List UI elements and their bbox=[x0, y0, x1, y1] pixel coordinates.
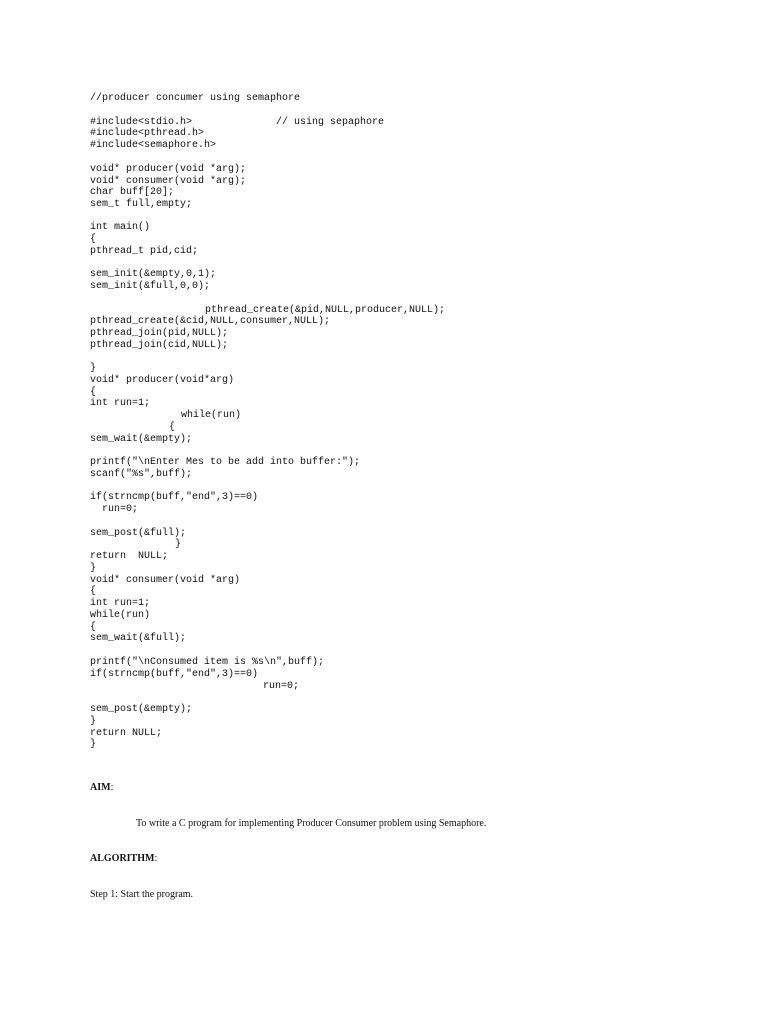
code-line: printf("\nConsumed item is %s\n",buff); bbox=[90, 657, 325, 668]
code-line: return NULL; bbox=[90, 551, 169, 562]
algorithm-heading bbox=[90, 853, 157, 865]
code-line: void* consumer(void *arg) bbox=[90, 575, 241, 586]
code-line: } bbox=[90, 716, 97, 727]
code-line: //producer concumer using semaphore bbox=[90, 93, 301, 104]
code-line: pthread_create(&pid,NULL,producer,NULL); bbox=[205, 305, 446, 316]
code-line: { bbox=[90, 586, 97, 597]
code-line: printf("\nEnter Mes to be add into buffer:"); bbox=[90, 457, 361, 468]
code-line: int run=1; bbox=[90, 598, 151, 609]
code-line: run=0; bbox=[263, 681, 300, 692]
code-line: char buff[20]; bbox=[90, 187, 175, 198]
code-line: #include<pthread.h> bbox=[90, 128, 205, 139]
aim-heading bbox=[90, 782, 113, 794]
code-line: sem_post(&empty); bbox=[90, 704, 193, 715]
code-line: { bbox=[90, 234, 97, 245]
code-line: void* producer(void *arg); bbox=[90, 164, 247, 175]
algorithm-step: Step 1: Start the program. bbox=[90, 889, 194, 900]
code-line: } bbox=[175, 539, 182, 550]
code-line: } bbox=[90, 739, 97, 750]
code-line: int main() bbox=[90, 222, 151, 233]
code-line: while(run) bbox=[181, 410, 242, 421]
code-line: sem_wait(&empty); bbox=[90, 434, 193, 445]
code-line: sem_t full,empty; bbox=[90, 199, 193, 210]
algorithm-label: ALGORITHM bbox=[90, 853, 155, 864]
code-line: { bbox=[169, 422, 176, 433]
code-line: sem_wait(&full); bbox=[90, 633, 187, 644]
code-line: pthread_t pid,cid; bbox=[90, 246, 199, 257]
code-line: pthread_join(pid,NULL); bbox=[90, 328, 229, 339]
code-line: } bbox=[90, 363, 97, 374]
code-line: { bbox=[90, 387, 97, 398]
aim-colon: : bbox=[110, 782, 114, 793]
code-line: sem_init(&empty,0,1); bbox=[90, 269, 217, 280]
code-line: int run=1; bbox=[90, 398, 151, 409]
code-line: { bbox=[90, 622, 97, 633]
code-line: void* consumer(void *arg); bbox=[90, 176, 247, 187]
code-line: scanf("%s",buff); bbox=[90, 469, 193, 480]
aim-label: AIM bbox=[90, 782, 111, 793]
code-line: if(strncmp(buff,"end",3)==0) bbox=[90, 492, 259, 503]
code-line: sem_post(&full); bbox=[90, 528, 187, 539]
aim-text: To write a C program for implementing Producer Consumer problem using Semaphore. bbox=[136, 818, 487, 829]
code-line: #include<stdio.h> // using sepaphore bbox=[90, 117, 385, 128]
code-line: while(run) bbox=[90, 610, 151, 621]
code-line: } bbox=[90, 563, 97, 574]
code-line: pthread_join(cid,NULL); bbox=[90, 340, 229, 351]
code-line: #include<semaphore.h> bbox=[90, 140, 217, 151]
code-line: pthread_create(&cid,NULL,consumer,NULL); bbox=[90, 316, 331, 327]
code-line: void* producer(void*arg) bbox=[90, 375, 235, 386]
code-line: return NULL; bbox=[90, 728, 163, 739]
code-line: if(strncmp(buff,"end",3)==0) bbox=[90, 669, 259, 680]
code-line: sem_init(&full,0,0); bbox=[90, 281, 211, 292]
code-line: run=0; bbox=[102, 504, 139, 515]
algorithm-colon: : bbox=[154, 853, 158, 864]
